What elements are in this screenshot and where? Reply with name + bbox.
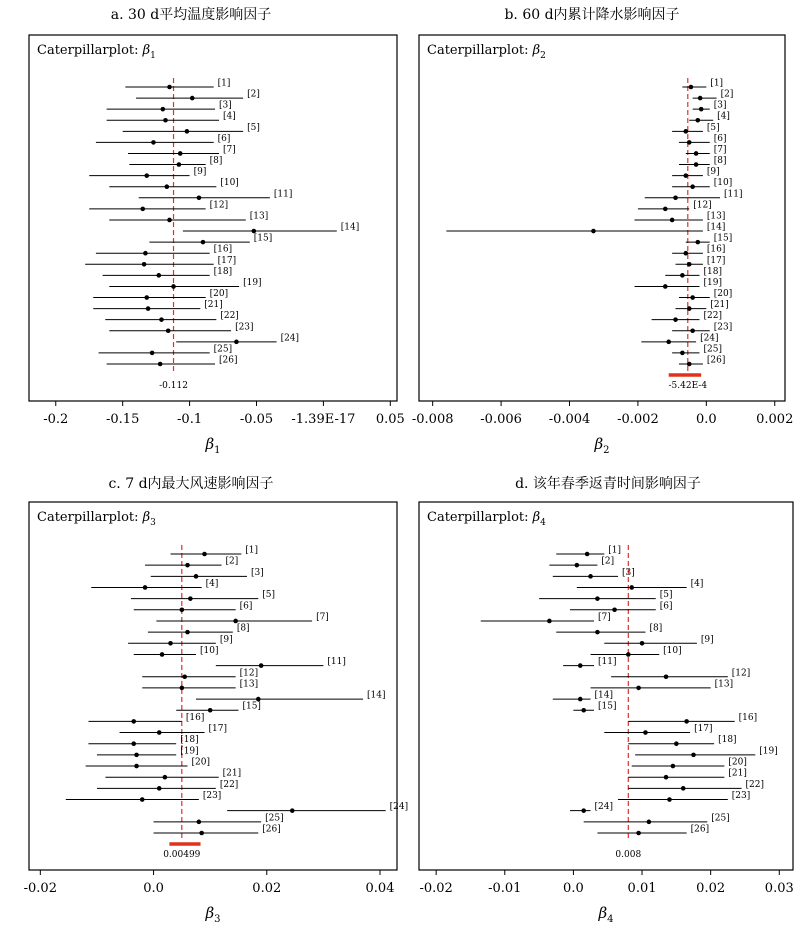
index-label: [2] (720, 89, 734, 100)
estimate-point (626, 652, 631, 657)
index-label: [22] (745, 779, 765, 790)
panel-title: d. 该年春季返青时间影响因子 (515, 476, 701, 492)
x-tick-label: 0.02 (696, 881, 726, 896)
x-tick-label: -0.02 (23, 881, 57, 896)
plot-frame (29, 502, 397, 870)
index-label: [20] (728, 757, 747, 768)
x-axis-label (204, 435, 220, 456)
estimate-point (159, 317, 164, 322)
x-tick-label: -0.002 (617, 412, 659, 427)
index-label: [16] (706, 244, 726, 255)
index-label: [14] (367, 690, 386, 701)
index-label: [22] (220, 311, 239, 322)
x-tick-label: -0.02 (419, 881, 453, 896)
estimate-point (698, 96, 703, 101)
index-label: [17] (217, 255, 237, 266)
frame-label (427, 43, 546, 61)
estimate-point (144, 173, 149, 178)
index-label: [21] (728, 768, 747, 779)
estimate-point (171, 284, 176, 289)
frame-label-text: Caterpillarplot: (37, 510, 143, 525)
estimate-point (140, 797, 145, 802)
index-label: [12] (209, 200, 229, 211)
frame-label-symbol: β (142, 43, 151, 58)
x-axis-symbol: β (598, 904, 608, 922)
estimate-point (581, 708, 586, 713)
frame-label-symbol: β (532, 43, 541, 58)
estimate-point (663, 207, 668, 212)
index-label: [25] (213, 344, 233, 355)
index-label: [18] (718, 735, 737, 746)
frame-label-text: Caterpillarplot: (427, 43, 533, 58)
x-tick-label: 0.03 (764, 881, 794, 896)
estimate-point (612, 608, 617, 613)
index-label: [5] (706, 122, 720, 133)
estimate-point (185, 563, 190, 568)
panel-title: a. 30 d平均温度影响因子 (110, 7, 272, 23)
index-label: [18] (180, 735, 199, 746)
x-tick-label: 0.05 (375, 412, 405, 427)
reference-value-label: -5.42E-4 (668, 381, 708, 391)
estimate-point (177, 162, 182, 167)
index-label: [19] (243, 277, 262, 288)
index-label: [17] (208, 724, 227, 735)
frame-label (427, 510, 546, 528)
panel-title: c. 7 d内最大风速影响因子 (108, 476, 274, 492)
index-label: [23] (713, 322, 733, 333)
estimate-point (180, 608, 185, 613)
estimate-point (146, 306, 151, 311)
index-label: [26] (690, 824, 710, 835)
estimate-point (168, 641, 173, 646)
index-label: [19] (180, 746, 199, 757)
estimate-point (144, 295, 149, 300)
index-label: [21] (204, 300, 223, 311)
chart-panel-3 (24, 475, 409, 925)
estimate-point (234, 340, 239, 345)
estimate-point (687, 262, 692, 267)
index-label: [2] (601, 556, 615, 567)
x-tick-label: -0.004 (548, 412, 591, 427)
index-label: [23] (235, 322, 254, 333)
index-label: [4] (690, 578, 704, 589)
estimate-point (166, 328, 171, 333)
estimate-point (194, 574, 199, 579)
estimate-point (588, 574, 593, 579)
index-label: [5] (262, 590, 276, 601)
index-label: [1] (245, 545, 259, 556)
estimate-point (163, 775, 168, 780)
x-tick-label: -0.05 (239, 412, 274, 427)
index-label: [13] (714, 679, 734, 690)
estimate-point (131, 741, 136, 746)
estimate-point (140, 207, 145, 212)
index-label: [20] (191, 757, 211, 768)
index-label: [10] (220, 178, 239, 189)
estimate-point (680, 351, 685, 356)
estimate-point (197, 820, 202, 825)
estimate-point (684, 719, 689, 724)
estimate-point (157, 786, 162, 791)
estimate-point (185, 129, 190, 134)
index-label: [7] (223, 144, 236, 155)
index-label: [3] (219, 100, 232, 111)
estimate-point (199, 831, 204, 836)
estimate-point (687, 362, 692, 367)
estimate-point (595, 630, 600, 635)
estimate-point (142, 262, 147, 267)
estimate-point (684, 173, 689, 178)
estimate-point (167, 85, 172, 90)
frame-label-subscript: 3 (150, 518, 156, 528)
index-label: [12] (731, 668, 751, 679)
index-label: [26] (262, 824, 281, 835)
index-label: [21] (710, 300, 729, 311)
index-label: [21] (222, 768, 242, 779)
index-label: [6] (713, 133, 727, 144)
estimate-point (694, 162, 699, 167)
estimate-point (151, 140, 156, 145)
x-tick-label: -0.008 (411, 412, 454, 427)
index-label: [18] (703, 266, 722, 277)
estimate-point (161, 107, 166, 112)
x-tick-label: 0.0 (695, 412, 717, 427)
chart-panel-4 (419, 475, 794, 925)
index-label: [10] (663, 645, 682, 656)
frame-label-text: Caterpillarplot: (37, 43, 143, 58)
index-label: [5] (659, 590, 673, 601)
x-tick-label: 0.04 (365, 881, 395, 896)
estimate-point (185, 630, 190, 635)
estimate-point (671, 764, 676, 769)
estimate-point (691, 753, 696, 758)
index-label: [2] (225, 556, 239, 567)
index-label: [15] (253, 233, 273, 244)
index-label: [8] (209, 156, 223, 167)
x-axis-subscript: 1 (214, 445, 221, 456)
reference-value-label: -0.112 (159, 381, 188, 391)
index-label: [9] (700, 634, 714, 645)
index-label: [14] (340, 222, 360, 233)
estimate-point (585, 552, 590, 557)
index-label: [19] (759, 746, 778, 757)
x-tick-label: 0.0 (143, 881, 164, 896)
estimate-point (666, 340, 671, 345)
estimate-point (208, 708, 213, 713)
index-label: [10] (713, 178, 733, 189)
estimate-point (694, 151, 699, 156)
estimate-point (684, 251, 689, 256)
index-label: [24] (594, 802, 614, 813)
frame-label-subscript: 2 (540, 51, 546, 61)
index-label: [24] (700, 333, 719, 344)
index-label: [26] (706, 355, 726, 366)
x-tick-label: -0.01 (488, 881, 522, 896)
index-label: [8] (236, 623, 250, 634)
estimate-point (188, 596, 193, 601)
reference-value-label: 0.00499 (163, 850, 201, 860)
index-label: [4] (717, 111, 730, 122)
estimate-point (681, 786, 686, 791)
estimate-point (673, 196, 678, 201)
x-axis-symbol: β (205, 904, 215, 922)
estimate-point (143, 585, 148, 590)
estimate-point (167, 218, 172, 223)
chart-panel-1 (29, 6, 405, 456)
index-label: [7] (713, 144, 727, 155)
index-label: [9] (219, 634, 233, 645)
estimate-point (143, 251, 148, 256)
estimate-point (690, 184, 695, 189)
x-axis-symbol: β (205, 435, 215, 453)
estimate-point (595, 596, 600, 601)
estimate-point (197, 196, 202, 201)
estimate-point (667, 797, 672, 802)
index-label: [13] (706, 211, 726, 222)
estimate-point (629, 585, 634, 590)
x-tick-label: 0.01 (627, 881, 657, 896)
index-label: [16] (185, 712, 205, 723)
index-label: [25] (711, 813, 730, 824)
index-label: [1] (217, 78, 231, 89)
index-label: [20] (713, 289, 733, 300)
index-label: [9] (706, 167, 720, 178)
frame-label-subscript: 1 (150, 51, 156, 61)
x-tick-label: -0.1 (177, 412, 203, 427)
index-label: [1] (608, 545, 622, 556)
frame-label (37, 43, 156, 61)
x-tick-label: 0.02 (252, 881, 282, 896)
frame-label (37, 510, 156, 528)
x-tick-label: -0.15 (106, 412, 140, 427)
index-label: [8] (713, 156, 727, 167)
estimate-point (670, 218, 675, 223)
index-label: [11] (273, 189, 293, 200)
estimate-point (578, 697, 583, 702)
estimate-point (674, 741, 679, 746)
estimate-point (202, 552, 207, 557)
index-label: [13] (239, 679, 259, 690)
estimate-point (636, 831, 641, 836)
index-label: [25] (703, 344, 722, 355)
index-label: [7] (597, 612, 611, 623)
index-label: [5] (247, 122, 260, 133)
index-label: [6] (239, 601, 253, 612)
x-axis-subscript: 2 (603, 445, 610, 456)
estimate-point (687, 140, 692, 145)
estimate-point (134, 764, 139, 769)
index-label: [8] (649, 623, 663, 634)
estimate-point (157, 273, 162, 278)
index-label: [24] (280, 333, 300, 344)
index-label: [3] (622, 567, 635, 578)
index-label: [22] (703, 311, 722, 322)
index-label: [9] (193, 167, 207, 178)
estimate-point (256, 697, 261, 702)
index-label: [19] (703, 277, 722, 288)
estimate-point (636, 686, 641, 691)
x-axis-label (597, 904, 613, 925)
index-label: [17] (706, 255, 726, 266)
estimate-point (699, 107, 704, 112)
x-axis-symbol: β (594, 435, 604, 453)
index-label: [4] (223, 111, 236, 122)
index-label: [14] (706, 222, 726, 233)
estimate-point (575, 563, 580, 568)
estimate-point (640, 641, 645, 646)
index-label: [20] (209, 289, 229, 300)
frame-label-subscript: 4 (540, 518, 546, 528)
index-label: [15] (597, 701, 617, 712)
estimate-point (581, 808, 586, 813)
x-tick-label: -0.2 (43, 412, 69, 427)
estimate-point (131, 719, 136, 724)
estimate-point (233, 619, 238, 624)
estimate-point (180, 686, 185, 691)
x-tick-label: 0.002 (756, 412, 794, 427)
estimate-point (190, 96, 195, 101)
index-label: [18] (213, 266, 233, 277)
estimate-point (647, 820, 652, 825)
estimate-point (178, 151, 183, 156)
x-tick-label: -1.39E-17 (291, 412, 356, 427)
index-label: [6] (659, 601, 673, 612)
index-label: [11] (597, 657, 617, 668)
index-label: [11] (327, 657, 346, 668)
index-label: [25] (265, 813, 284, 824)
index-label: [23] (731, 791, 751, 802)
estimate-point (547, 619, 552, 624)
index-label: [6] (217, 133, 231, 144)
index-label: [12] (239, 668, 259, 679)
x-axis-label (593, 435, 609, 456)
index-label: [16] (738, 712, 758, 723)
estimate-point (643, 730, 648, 735)
estimate-point (165, 184, 170, 189)
index-label: [15] (242, 701, 261, 712)
panel-title: b. 60 d内累计降水影响因子 (504, 7, 680, 23)
x-axis-subscript: 3 (214, 914, 221, 925)
estimate-point (158, 362, 163, 367)
estimate-point (689, 85, 694, 90)
index-label: [26] (219, 355, 238, 366)
x-axis-label (204, 904, 220, 925)
estimate-point (182, 674, 187, 679)
estimate-point (134, 753, 139, 758)
index-label: [11] (724, 189, 743, 200)
estimate-point (684, 129, 689, 134)
estimate-point (157, 730, 162, 735)
index-label: [13] (249, 211, 269, 222)
estimate-point (695, 240, 700, 245)
estimate-point (201, 240, 206, 245)
estimate-point (259, 663, 264, 668)
reference-value-label: 0.008 (615, 850, 642, 860)
index-label: [16] (213, 244, 233, 255)
frame-label-symbol: β (142, 510, 151, 525)
index-label: [3] (713, 100, 727, 111)
index-label: [7] (316, 612, 329, 623)
estimate-point (163, 118, 168, 123)
x-tick-label: 0.0 (563, 881, 584, 896)
x-tick-label: -0.006 (480, 412, 522, 427)
estimate-point (664, 775, 669, 780)
estimate-point (673, 317, 678, 322)
estimate-point (680, 273, 685, 278)
index-label: [14] (594, 690, 614, 701)
index-label: [4] (205, 578, 219, 589)
estimate-point (687, 306, 692, 311)
x-axis-subscript: 4 (607, 914, 614, 925)
index-label: [2] (247, 89, 260, 100)
estimate-point (664, 674, 669, 679)
estimate-point (578, 663, 583, 668)
estimate-point (150, 351, 155, 356)
estimate-point (663, 284, 668, 289)
frame-label-text: Caterpillarplot: (427, 510, 533, 525)
estimate-point (591, 229, 596, 234)
estimate-point (160, 652, 165, 657)
index-label: [23] (202, 791, 222, 802)
estimate-point (290, 808, 295, 813)
estimate-point (690, 328, 695, 333)
chart-panel-2 (412, 6, 793, 456)
estimate-point (690, 295, 695, 300)
frame-label-symbol: β (532, 510, 541, 525)
index-label: [22] (219, 779, 239, 790)
index-label: [17] (694, 724, 713, 735)
index-label: [12] (693, 200, 712, 211)
index-label: [3] (250, 567, 264, 578)
index-label: [10] (200, 645, 219, 656)
index-label: [1] (710, 78, 724, 89)
index-label: [24] (389, 802, 409, 813)
estimate-point (695, 118, 700, 123)
index-label: [15] (713, 233, 733, 244)
